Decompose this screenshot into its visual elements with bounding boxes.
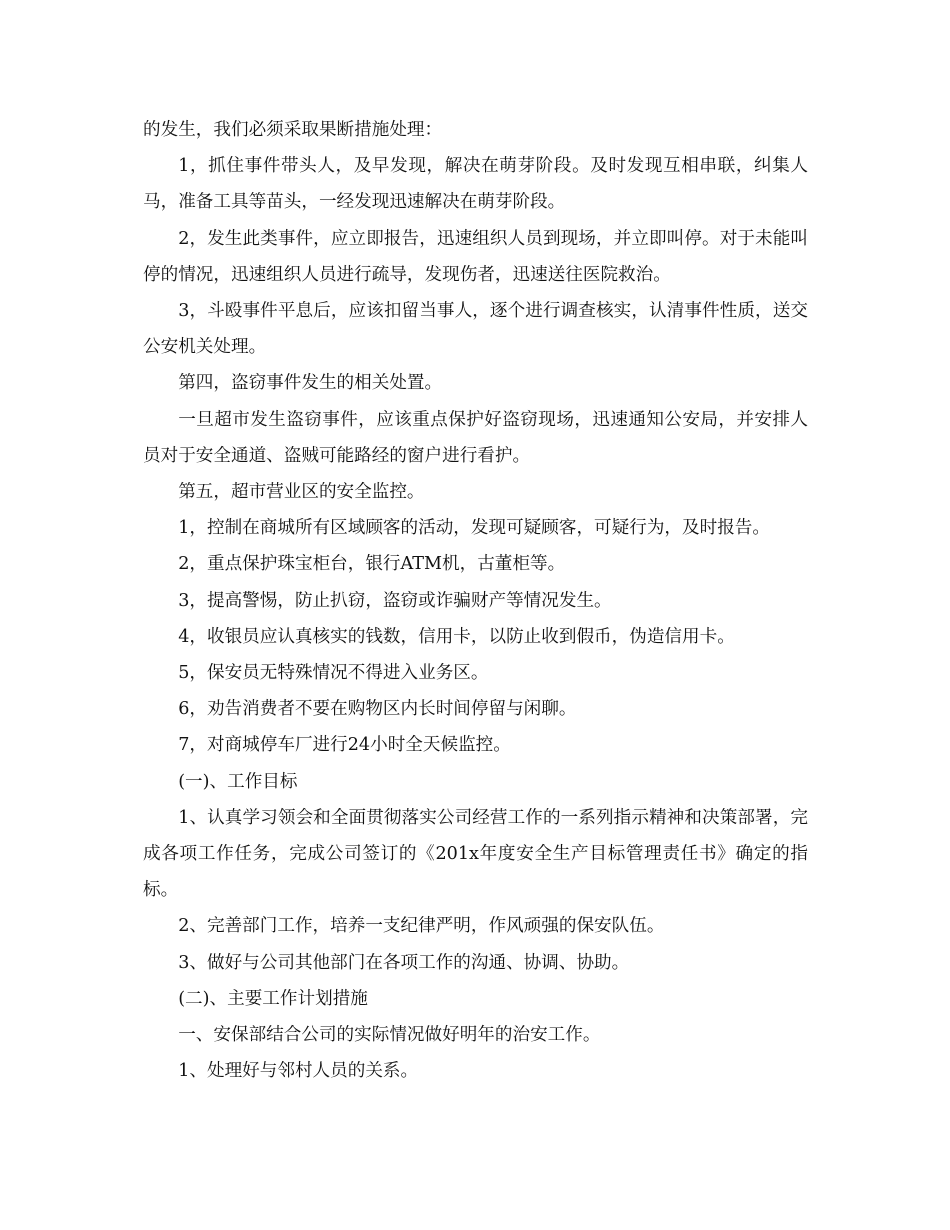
list-item: 4，收银员应认真核实的钱数，信用卡，以防止收到假币，伪造信用卡。: [178, 626, 735, 647]
section-heading: 第四，盗窃事件发生的相关处置。: [178, 373, 443, 394]
list-item: 6，劝告消费者不要在购物区内长时间停留与闲聊。: [178, 699, 577, 720]
list-item: 2、完善部门工作，培养一支纪律严明，作风顽强的保安队伍。: [178, 916, 665, 937]
paragraph: 2，发生此类事件，应立即报告，迅速组织人员到现场，并立即叫停。对于未能叫停的情况，迅速组织人员进行疏导，发现伤者，迅速送往医院救治。: [143, 228, 808, 285]
list-item: 1，控制在商城所有区域顾客的活动，发现可疑顾客，可疑行为，及时报告。: [178, 518, 770, 539]
paragraph: 一旦超市发生盗窃事件，应该重点保护好盗窃现场，迅速通知公安局，并安排人员对于安全通道、盗贼可能路经的窗户进行看护。: [143, 409, 808, 466]
document-body: [143, 112, 808, 1089]
list-item: 7，对商城停车厂进行24小时全天候监控。: [178, 735, 511, 756]
list-item: 3，提高警惕，防止扒窃，盗窃或诈骗财产等情况发生。: [178, 590, 612, 611]
section-heading: (二)、主要工作计划措施: [178, 988, 368, 1009]
paragraph: 一、安保部结合公司的实际情况做好明年的治安工作。: [178, 1025, 601, 1046]
list-item: 3、做好与公司其他部门在各项工作的沟通、协调、协助。: [178, 952, 630, 973]
paragraph: 的发生，我们必须采取果断措施处理：: [143, 120, 443, 140]
section-heading: (一)、工作目标: [178, 771, 298, 792]
list-item: 5，保安员无特殊情况不得进入业务区。: [178, 663, 489, 684]
list-item: 1、认真学习领会和全面贯彻落实公司经营工作的一系列指示精神和决策部署，完成各项工作任务，完成公司签订的《201x年度安全生产目标管理责任书》确定的指标。: [143, 807, 808, 901]
list-item: 2，重点保护珠宝柜台，银行ATM机，古董柜等。: [178, 554, 566, 575]
list-item: 1、处理好与邻村人员的关系。: [178, 1061, 419, 1082]
section-heading: 第五，超市营业区的安全监控。: [178, 482, 425, 503]
paragraph: 1，抓住事件带头人，及早发现，解决在萌芽阶段。及时发现互相串联，纠集人马，准备工具等苗头，一经发现迅速解决在萌芽阶段。: [143, 156, 808, 213]
paragraph: 3，斗殴事件平息后，应该扣留当事人，逐个进行调查核实，认清事件性质，送交公安机关处理。: [143, 301, 808, 358]
